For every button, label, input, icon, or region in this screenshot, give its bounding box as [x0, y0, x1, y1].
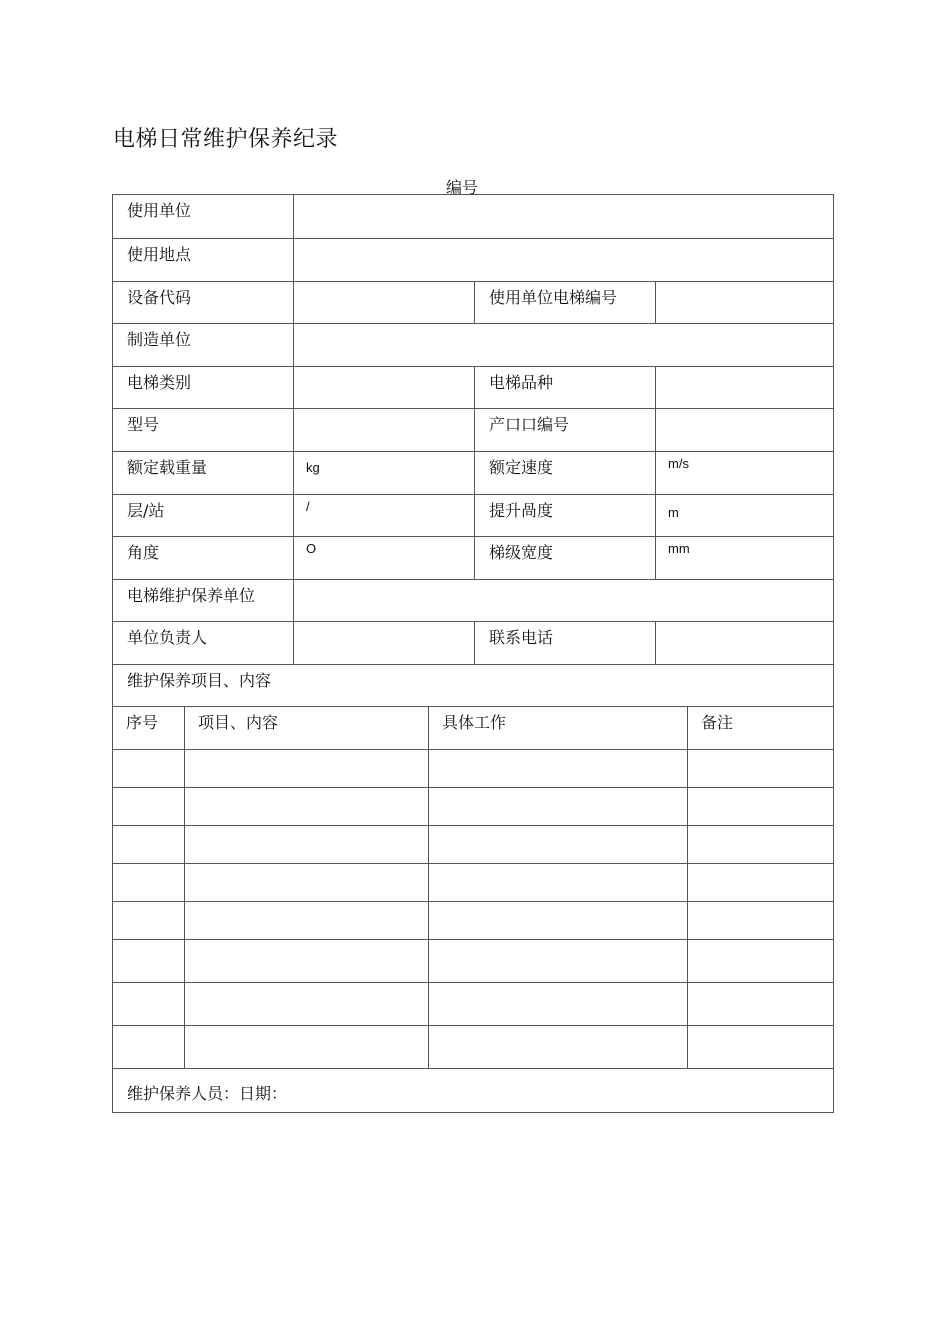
step-width-label: 梯级宽度	[475, 537, 656, 580]
person-in-charge-label: 单位负责人	[113, 622, 294, 665]
maintenance-items-table	[112, 706, 834, 1113]
table-row	[113, 826, 834, 864]
equipment-code-label: 设备代码	[113, 282, 294, 324]
table-row	[113, 983, 834, 1026]
cell-work[interactable]	[429, 1026, 688, 1069]
cell-serial[interactable]	[113, 750, 185, 788]
product-number-label: 产口口编号	[475, 409, 656, 452]
rated-load-label: 额定载重量	[113, 452, 294, 495]
elevator-number-field[interactable]	[656, 282, 834, 324]
cell-item[interactable]	[185, 1026, 429, 1069]
model-field[interactable]	[294, 409, 475, 452]
cell-item[interactable]	[185, 826, 429, 864]
cell-remarks[interactable]	[688, 1026, 834, 1069]
cell-remarks[interactable]	[688, 864, 834, 902]
cell-work[interactable]	[429, 902, 688, 940]
cell-remarks[interactable]	[688, 826, 834, 864]
elevator-variety-field[interactable]	[656, 367, 834, 409]
manufacturer-field[interactable]	[294, 324, 834, 367]
maintenance-unit-field[interactable]	[294, 580, 834, 622]
angle-field[interactable]: O	[294, 537, 475, 580]
cell-item[interactable]	[185, 864, 429, 902]
cell-remarks[interactable]	[688, 788, 834, 826]
items-heading: 维护保养项目、内容	[113, 665, 834, 707]
info-table	[112, 194, 834, 707]
elevator-number-label: 使用单位电梯编号	[475, 282, 656, 324]
phone-field[interactable]	[656, 622, 834, 665]
cell-work[interactable]	[429, 826, 688, 864]
equipment-code-field[interactable]	[294, 282, 475, 324]
cell-item[interactable]	[185, 902, 429, 940]
document-title: 电梯日常维护保养纪录	[113, 127, 339, 152]
location-label: 使用地点	[113, 239, 294, 282]
elevator-variety-label: 电梯品种	[475, 367, 656, 409]
elevator-type-label: 电梯类别	[113, 367, 294, 409]
signature-date-row[interactable]: 维护保养人员：日期：	[113, 1069, 834, 1113]
serial-number-label: 编号	[446, 178, 479, 197]
table-row	[113, 864, 834, 902]
phone-label: 联系电话	[475, 622, 656, 665]
col-header-serial: 序号	[113, 707, 185, 750]
table-row	[113, 902, 834, 940]
rated-load-field[interactable]: kg	[294, 452, 475, 495]
cell-serial[interactable]	[113, 788, 185, 826]
cell-serial[interactable]	[113, 826, 185, 864]
angle-label: 角度	[113, 537, 294, 580]
cell-item[interactable]	[185, 983, 429, 1026]
table-row	[113, 940, 834, 983]
cell-work[interactable]	[429, 750, 688, 788]
location-field[interactable]	[294, 239, 834, 282]
cell-remarks[interactable]	[688, 983, 834, 1026]
model-label: 型号	[113, 409, 294, 452]
cell-item[interactable]	[185, 940, 429, 983]
cell-remarks[interactable]	[688, 940, 834, 983]
lift-height-label: 提升咼度	[475, 495, 656, 537]
maintenance-unit-label: 电梯维护保养单位	[113, 580, 294, 622]
elevator-type-field[interactable]	[294, 367, 475, 409]
cell-work[interactable]	[429, 940, 688, 983]
table-row	[113, 788, 834, 826]
cell-item[interactable]	[185, 788, 429, 826]
person-in-charge-field[interactable]	[294, 622, 475, 665]
cell-work[interactable]	[429, 788, 688, 826]
cell-serial[interactable]	[113, 940, 185, 983]
manufacturer-label: 制造单位	[113, 324, 294, 367]
floors-field[interactable]: /	[294, 495, 475, 537]
maintenance-form	[112, 194, 833, 1113]
rated-speed-field[interactable]: m/s	[656, 452, 834, 495]
floors-label: 层/站	[113, 495, 294, 537]
col-header-remarks: 备注	[688, 707, 834, 750]
cell-serial[interactable]	[113, 864, 185, 902]
cell-work[interactable]	[429, 864, 688, 902]
col-header-item: 项目、内容	[185, 707, 429, 750]
col-header-work: 具体工作	[429, 707, 688, 750]
cell-item[interactable]	[185, 750, 429, 788]
table-row	[113, 750, 834, 788]
cell-serial[interactable]	[113, 983, 185, 1026]
cell-remarks[interactable]	[688, 750, 834, 788]
product-number-field[interactable]	[656, 409, 834, 452]
lift-height-field[interactable]: m	[656, 495, 834, 537]
table-row	[113, 1026, 834, 1069]
user-unit-field[interactable]	[294, 195, 834, 239]
cell-serial[interactable]	[113, 902, 185, 940]
rated-speed-label: 额定速度	[475, 452, 656, 495]
cell-work[interactable]	[429, 983, 688, 1026]
cell-remarks[interactable]	[688, 902, 834, 940]
cell-serial[interactable]	[113, 1026, 185, 1069]
user-unit-label: 使用单位	[113, 195, 294, 239]
step-width-field[interactable]: mm	[656, 537, 834, 580]
